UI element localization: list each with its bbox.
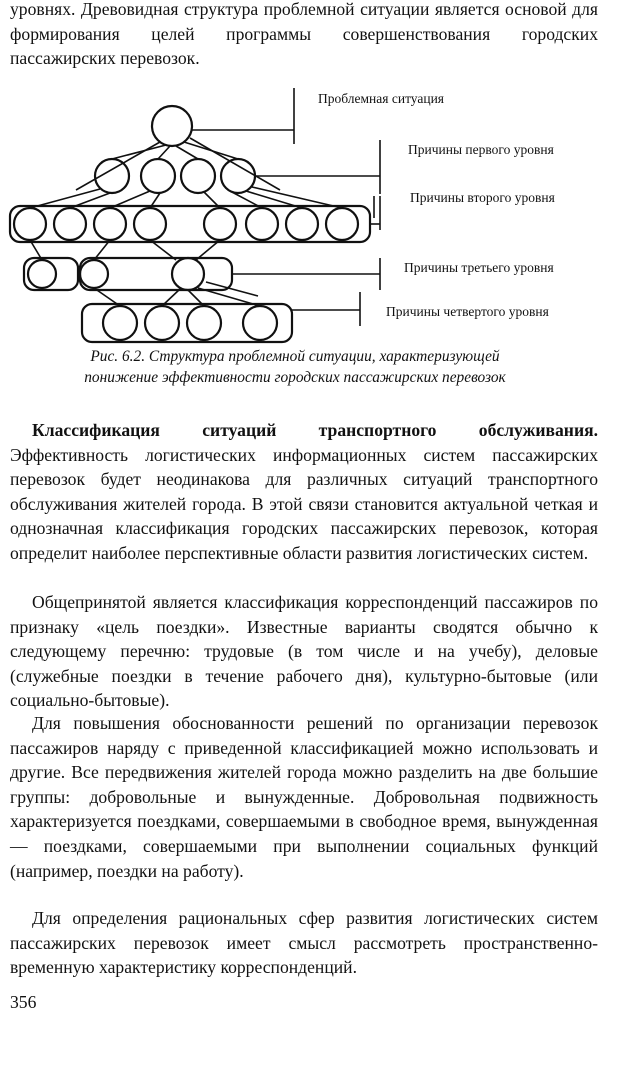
figure-caption: Рис. 6.2. Структура проблемной ситуации, характеризующей понижение эффективности городских пассажирских перевозок: [84, 348, 506, 386]
node-l2-8: [326, 208, 358, 240]
node-l4-1: [103, 306, 137, 340]
node-l2-4: [134, 208, 166, 240]
node-l1-3: [181, 159, 215, 193]
section-heading: Классификация ситуаций транспортного обслуживания.: [32, 420, 598, 440]
node-l2-7: [286, 208, 318, 240]
label-level-0: Проблемная ситуация: [318, 91, 445, 106]
node-l1-4: [221, 159, 255, 193]
problem-tree-diagram: [0, 78, 630, 346]
node-l3-1: [28, 260, 56, 288]
section-paragraph-2: Общепринятой является классификация корреспонденций пассажиров по признаку «цель поездки». Известные варианты сводятся обычно к следующему перечню: трудовые (в том числе и на учебу), деловые (служебные поездки в течение рабочего дня), культурно-бытовые (или социально-бытовые).: [10, 592, 598, 711]
top-paragraph: уровнях. Древовидная структура проблемной ситуации является основой для формирования целей программы совершенствования городских пассажирских перевозок.: [10, 0, 598, 69]
section-paragraph-1-text: Эффективность логистических информационных систем пассажирских перевозок будет неодинакова для различных ситуаций транспортного обслуживания жителей города. В этой связи становится актуальной четкая и однозначная классификация городских пассажирских перевозок, которая определит наиболее перспективные области развития логистических систем.: [10, 444, 598, 563]
node-l2-5: [204, 208, 236, 240]
node-l2-1: [14, 208, 46, 240]
node-l1-2: [141, 159, 175, 193]
label-level-1: Причины первого уровня: [408, 142, 554, 157]
node-l2-6: [246, 208, 278, 240]
node-l2-3: [94, 208, 126, 240]
section-paragraph-4: Для определения рациональных сфер развития логистических систем пассажирских перевозок имеет смысл рассмотреть пространственно-временную характеристику корреспонденций.: [10, 908, 598, 978]
node-l2-2: [54, 208, 86, 240]
node-l3-2: [80, 260, 108, 288]
group-l2: [10, 206, 370, 242]
label-level-2: Причины второго уровня: [410, 190, 555, 205]
node-l4-4: [243, 306, 277, 340]
node-l4-3: [187, 306, 221, 340]
page-number: 356: [10, 992, 37, 1012]
node-problem: [152, 106, 192, 146]
section-paragraph-1: [10, 418, 598, 566]
section-paragraph-3: Для повышения обоснованности решений по организации перевозок пассажиров наряду с приведенной классификацией можно использовать и другие. Все передвижения жителей города можно разделить на две большие группы: добровольные и вынужденные. Добровольная подвижность характеризуется поездками, совершаемыми в свободное время, вынужденная — поездками, совершаемыми при выполнении социальных функций (например, поездки на работу).: [10, 713, 598, 881]
node-l3-3: [172, 258, 204, 290]
label-level-3: Причины третьего уровня: [404, 260, 554, 275]
node-l4-2: [145, 306, 179, 340]
label-level-4: Причины четвертого уровня: [386, 304, 549, 319]
